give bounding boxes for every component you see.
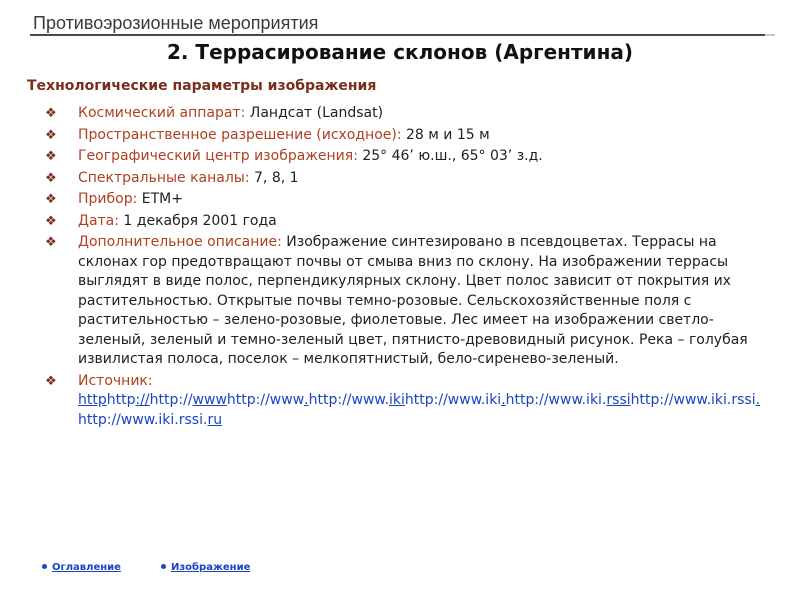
source-link-segment: http://www.iki [404, 392, 502, 408]
diamond-bullet-icon: ❖ [45, 149, 57, 164]
section-title: Технологические параметры изображения [27, 78, 377, 94]
diamond-bullet-icon: ❖ [45, 235, 57, 250]
source-link-segment: rssi [606, 392, 631, 408]
source-link-segment: http://www.iki. [505, 392, 607, 408]
contents-link-label: Оглавление [52, 562, 121, 573]
source-link-segment: www [192, 392, 227, 408]
list-item [45, 233, 765, 370]
list-item [45, 104, 765, 124]
diamond-bullet-icon: ❖ [45, 213, 57, 229]
parameter-list [45, 104, 765, 432]
diamond-bullet-icon: ❖ [45, 127, 57, 143]
source-link-segment: http://www.iki.rssi. [78, 411, 208, 428]
header-title: Противоэрозионные мероприятия [33, 13, 319, 33]
list-item [45, 126, 765, 146]
list-item [45, 212, 765, 232]
param-value: ETM+ [137, 191, 183, 207]
param-value: 7, 8, 1 [249, 169, 299, 186]
source-link-segment: http [106, 392, 136, 408]
list-item-source [45, 372, 765, 431]
diamond-bullet-icon: ❖ [45, 106, 57, 121]
bullet-dot-icon [161, 564, 166, 569]
diamond-bullet-icon: ❖ [45, 192, 57, 207]
source-link-segment: iki [389, 392, 405, 408]
param-label: Дата: [78, 212, 119, 229]
source-link-segment: ru [207, 411, 223, 428]
param-label: Дополнительное описание: [78, 234, 282, 250]
image-link-label: Изображение [171, 562, 251, 573]
param-label: Космический аппарат: [78, 105, 246, 121]
source-link-segment: . [755, 392, 761, 408]
source-link-segment: . [304, 392, 309, 408]
source-link-segment: http://www.iki.rssi [630, 392, 756, 408]
param-value: 25° 46’ ю.ш., 65° 03’ з.д. [357, 148, 543, 164]
image-link[interactable] [161, 562, 250, 573]
source-link-segment: http [78, 392, 107, 408]
bullet-dot-icon [42, 564, 47, 569]
param-label: Прибор: [78, 191, 138, 207]
source-link-segment: http:// [149, 392, 193, 408]
source-link-segment: http://www. [308, 392, 390, 408]
param-label: Географический центр изображения: [78, 148, 358, 164]
param-value: 28 м и 15 м [401, 126, 490, 143]
diamond-bullet-icon: ❖ [45, 373, 57, 389]
header-divider [30, 34, 765, 36]
source-link-segment: . [501, 392, 506, 408]
param-value: 1 декабря 2001 года [118, 212, 277, 229]
diamond-bullet-icon: ❖ [45, 170, 57, 186]
param-value: Изображение синтезировано в псевдоцветах. Террасы на склонах гор предотвращают почвы от смыва вниз по склону. На изображении террасы выглядят в виде полос, перпендикулярных склону. Цвет полос зависит от покрытия их растительностью. Открытые почвы темно-розовые. Сельскохозяйственные поля с растительностью – зелено-розовые, фиолетовые. Лес имеет на изображении светло-зеленый, зеленый и темно-зеленый цвет, пятнисто-древовидный рисунок. Река – голубая извилистая полоса, поселок – мелкопятнистый, бело-сиренево-зеленый. [78, 234, 748, 367]
param-value: Ландсат (Landsat) [245, 105, 384, 121]
source-link-segment: :// [135, 392, 150, 408]
contents-link[interactable] [42, 562, 121, 573]
slide-title: 2. Террасирование склонов (Аргентина) [166, 40, 634, 64]
source-link-segment: http://www [226, 392, 305, 408]
list-item [45, 169, 765, 189]
param-label: Спектральные каналы: [78, 169, 250, 186]
param-label: Пространственное разрешение (исходное): [78, 126, 402, 143]
source-link[interactable] [78, 392, 760, 428]
list-item [45, 147, 765, 167]
source-label: Источник: [78, 372, 153, 389]
footer-nav [0, 562, 800, 576]
list-item [45, 190, 765, 210]
